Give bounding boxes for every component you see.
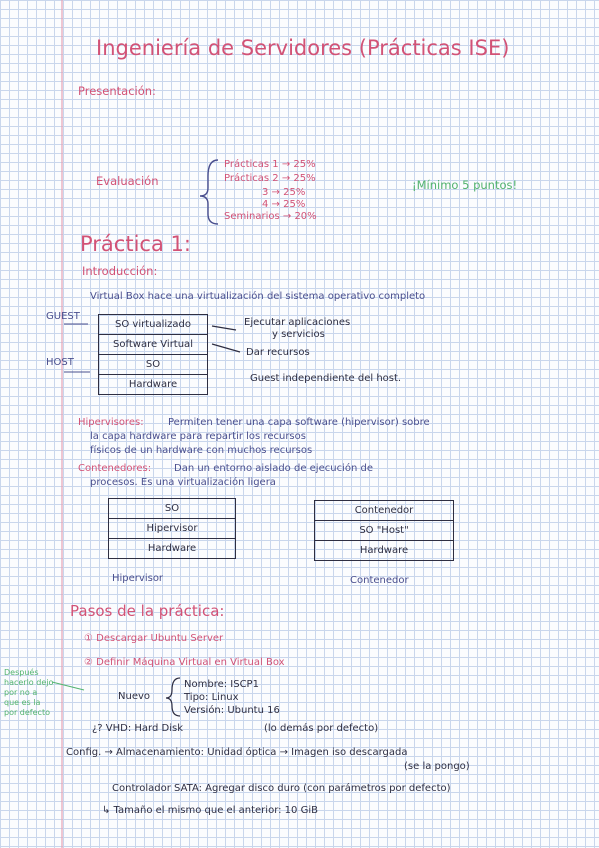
stack-layer: SO virtualizado	[99, 315, 207, 335]
nuevo-label: Nuevo	[118, 691, 151, 702]
side-note-line: por no a	[4, 688, 38, 697]
step-1: ① Descargar Ubuntu Server	[84, 633, 224, 644]
stack-layer: SO	[99, 355, 207, 375]
stack-layer: SO	[109, 499, 235, 519]
hipervisores-text: Permiten tener una capa software (hipervisor) sobre	[168, 417, 430, 428]
step-2: ② Definir Máquina Virtual en Virtual Box	[84, 657, 285, 668]
side-note-line: hacerlo dejo	[4, 678, 54, 687]
evaluacion-row: Prácticas 2 → 25%	[224, 173, 316, 184]
virtualbox-stack	[98, 314, 208, 395]
hipervisores-text: la capa hardware para repartir los recursos	[90, 431, 306, 442]
nuevo-nombre: Nombre: ISCP1	[184, 679, 259, 690]
contenedores-text: procesos. Es una virtualización ligera	[90, 477, 276, 488]
vhd-note: (lo demás por defecto)	[264, 723, 379, 734]
page-title: Ingeniería de Servidores (Prácticas ISE)	[96, 36, 510, 60]
contenedores-label: Contenedores:	[78, 463, 152, 474]
nuevo-brace	[166, 678, 180, 716]
evaluacion-row: Seminarios → 20%	[224, 211, 317, 222]
stack-layer: Software Virtual	[99, 335, 207, 355]
hipervisor-stack	[108, 498, 236, 559]
evaluacion-row: Prácticas 1 → 25%	[224, 159, 316, 170]
side-note-line: Después	[4, 668, 39, 677]
evaluacion-row: 4 → 25%	[262, 199, 306, 210]
stack-layer: Hardware	[147, 543, 197, 554]
guest-note-line1: Ejecutar aplicaciones	[244, 317, 351, 328]
evaluation-brace	[200, 160, 218, 224]
evaluacion-label: Evaluación	[96, 174, 159, 188]
stack-layer: Hipervisor	[109, 519, 235, 539]
nuevo-tipo: Tipo: Linux	[184, 692, 239, 703]
side-note	[4, 668, 66, 718]
side-note-line: por defecto	[4, 708, 50, 717]
step-2-text: Definir Máquina Virtual en Virtual Box	[96, 657, 285, 668]
config-line: Config. → Almacenamiento: Unidad óptica → Imagen iso descargada	[66, 747, 408, 758]
host-note: Dar recursos	[246, 347, 310, 358]
pasos-heading: Pasos de la práctica:	[70, 602, 225, 620]
presentacion-label: Presentación:	[78, 84, 156, 98]
host-note-arrow	[212, 344, 240, 352]
hipervisores-label: Hipervisores:	[78, 417, 144, 428]
contenedor-caption: Contenedor	[350, 575, 409, 586]
stack-layer: Contenedor	[315, 501, 453, 521]
contenedores-text: Dan un entorno aislado de ejecución de	[174, 463, 373, 474]
stack-layer: Hardware	[128, 379, 178, 390]
side-note-line: que es la	[4, 698, 41, 707]
vhd-line: ¿? VHD: Hard Disk	[92, 723, 183, 734]
config-note: (se la pongo)	[404, 761, 470, 772]
guest-note-line2: y servicios	[272, 329, 325, 340]
host-label: HOST	[46, 357, 74, 368]
sata-line: Controlador SATA: Agregar disco duro (con parámetros por defecto)	[112, 783, 451, 794]
minimo-note: ¡Mínimo 5 puntos!	[412, 178, 518, 192]
stack-layer: Hardware	[359, 545, 409, 556]
stack-layer: SO "Host"	[315, 521, 453, 541]
guest-note-arrow	[212, 326, 236, 330]
contenedor-stack	[314, 500, 454, 561]
hipervisores-text: físicos de un hardware con muchos recursos	[90, 445, 313, 456]
step-1-text: Descargar Ubuntu Server	[96, 633, 224, 644]
introduccion-label: Introducción:	[82, 264, 158, 278]
guest-independent-note: Guest independiente del host.	[250, 373, 402, 384]
intro-text: Virtual Box hace una virtualización del sistema operativo completo	[90, 291, 426, 302]
evaluacion-row: 3 → 25%	[262, 187, 306, 198]
practica-heading: Práctica 1:	[80, 232, 191, 256]
guest-label: GUEST	[46, 311, 80, 322]
tamano-line: ↳ Tamaño el mismo que el anterior: 10 GiB	[102, 805, 318, 816]
hipervisor-caption: Hipervisor	[112, 573, 164, 584]
nuevo-version: Versión: Ubuntu 16	[184, 705, 280, 716]
